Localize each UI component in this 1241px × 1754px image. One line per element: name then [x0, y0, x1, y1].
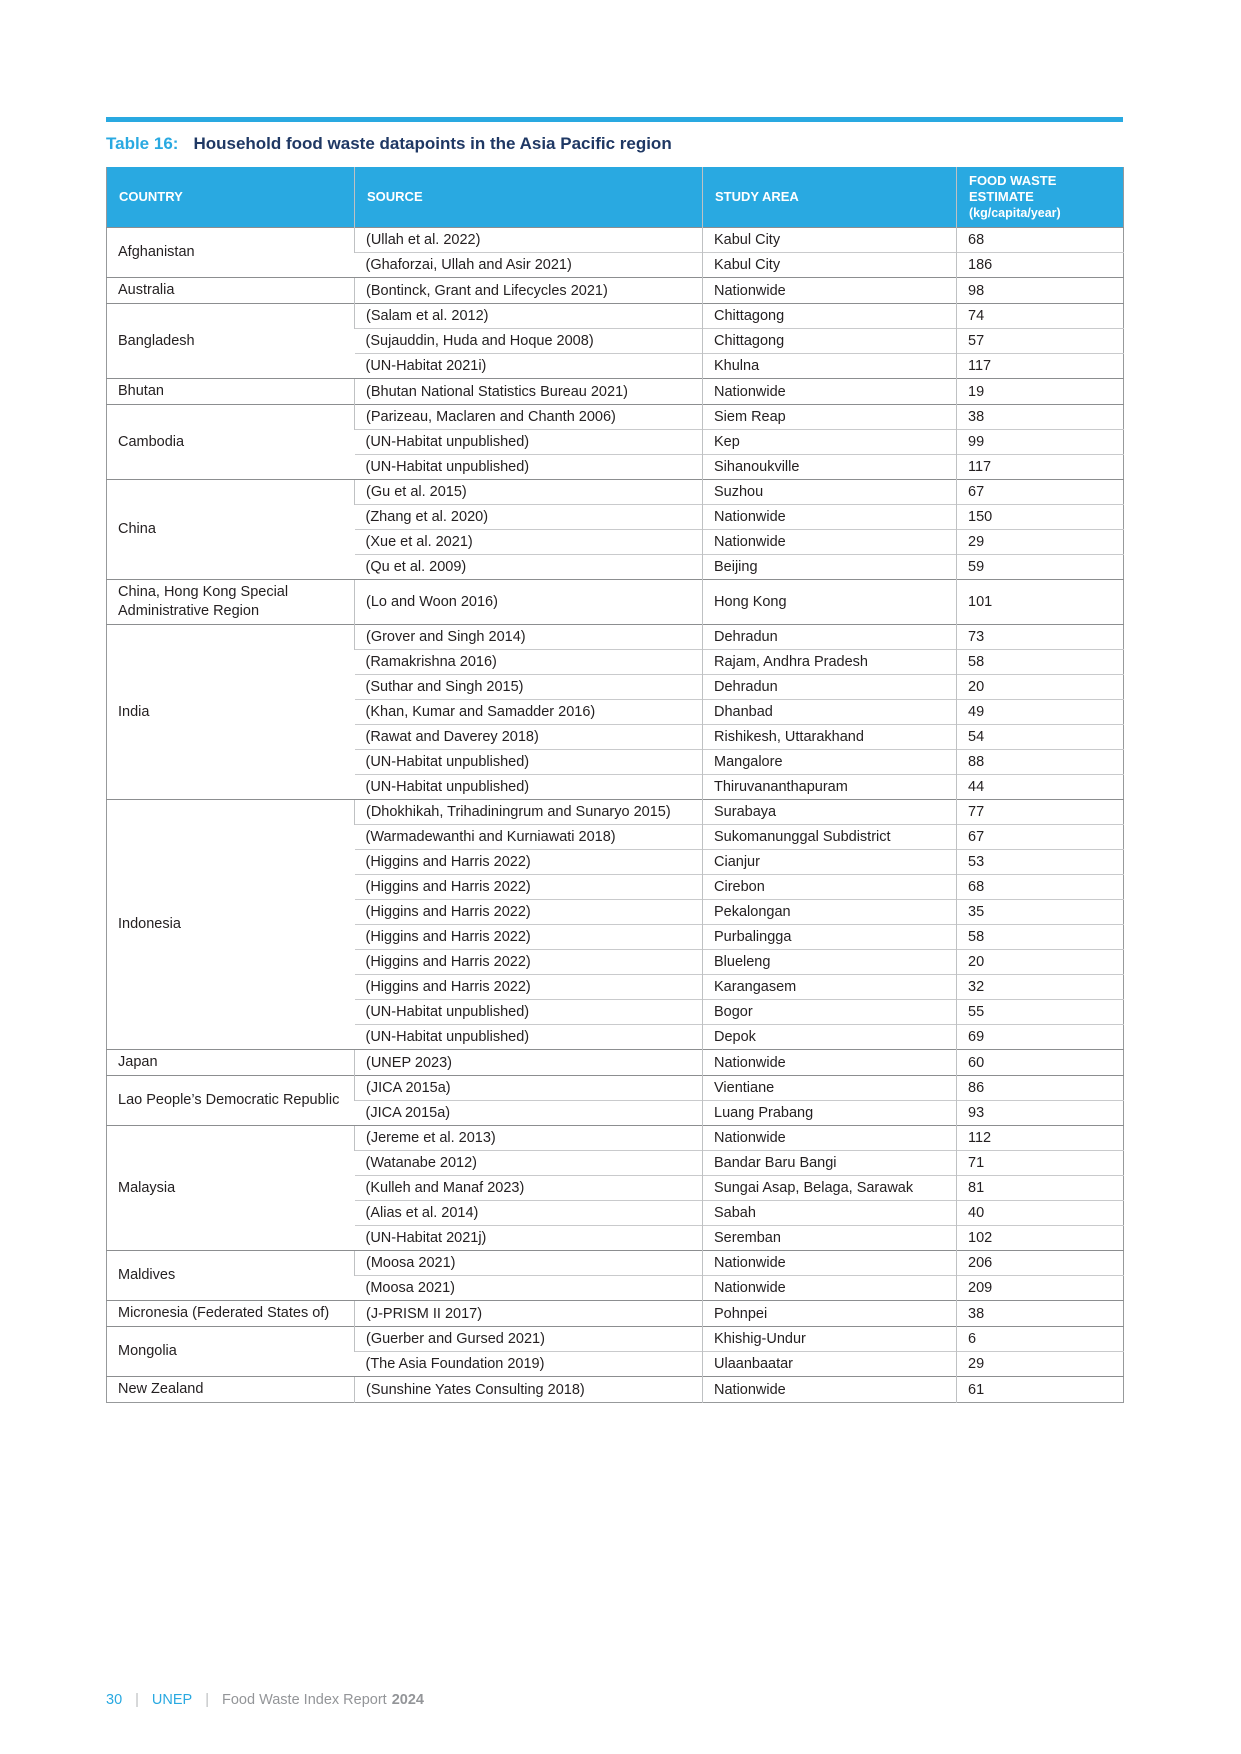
study-area-cell: Pekalongan	[703, 900, 957, 925]
study-area-cell: Nationwide	[703, 278, 957, 304]
estimate-cell: 71	[957, 1151, 1124, 1176]
source-cell: (Xue et al. 2021)	[355, 530, 703, 555]
table-row	[107, 1076, 1124, 1101]
country-cell: Malaysia	[107, 1126, 355, 1251]
footer-separator: |	[135, 1692, 139, 1708]
study-area-cell: Dhanbad	[703, 700, 957, 725]
source-cell: (Guerber and Gursed 2021)	[355, 1327, 703, 1352]
study-area-cell: Beijing	[703, 555, 957, 580]
study-area-cell: Rajam, Andhra Pradesh	[703, 650, 957, 675]
source-cell: (UN-Habitat unpublished)	[355, 750, 703, 775]
estimate-cell: 68	[957, 228, 1124, 253]
source-cell: (Higgins and Harris 2022)	[355, 900, 703, 925]
estimate-cell: 6	[957, 1327, 1124, 1352]
study-area-cell: Khulna	[703, 354, 957, 379]
table-header	[107, 167, 1124, 228]
source-cell: (Bhutan National Statistics Bureau 2021)	[355, 379, 703, 405]
estimate-cell: 86	[957, 1076, 1124, 1101]
estimate-cell: 53	[957, 850, 1124, 875]
report-name-line	[222, 1692, 424, 1708]
source-cell: (UN-Habitat unpublished)	[355, 1025, 703, 1050]
study-area-cell: Cianjur	[703, 850, 957, 875]
source-cell: (Rawat and Daverey 2018)	[355, 725, 703, 750]
estimate-cell: 44	[957, 775, 1124, 800]
source-cell: (Kulleh and Manaf 2023)	[355, 1176, 703, 1201]
section-divider-rule	[106, 117, 1123, 122]
estimate-cell: 88	[957, 750, 1124, 775]
estimate-cell: 101	[957, 580, 1124, 625]
study-area-cell: Suzhou	[703, 480, 957, 505]
estimate-cell: 32	[957, 975, 1124, 1000]
estimate-cell: 20	[957, 950, 1124, 975]
estimate-cell: 58	[957, 650, 1124, 675]
study-area-cell: Depok	[703, 1025, 957, 1050]
country-cell: Bangladesh	[107, 304, 355, 379]
table-row	[107, 1050, 1124, 1076]
study-area-cell: Vientiane	[703, 1076, 957, 1101]
estimate-cell: 102	[957, 1226, 1124, 1251]
study-area-cell: Khishig-Undur	[703, 1327, 957, 1352]
source-cell: (UN-Habitat unpublished)	[355, 1000, 703, 1025]
estimate-cell: 61	[957, 1377, 1124, 1403]
estimate-cell: 19	[957, 379, 1124, 405]
source-cell: (Salam et al. 2012)	[355, 304, 703, 329]
study-area-cell: Hong Kong	[703, 580, 957, 625]
study-area-cell: Nationwide	[703, 505, 957, 530]
country-cell: Mongolia	[107, 1327, 355, 1377]
country-cell: Indonesia	[107, 800, 355, 1050]
source-cell: (Higgins and Harris 2022)	[355, 975, 703, 1000]
table-row	[107, 278, 1124, 304]
estimate-cell: 35	[957, 900, 1124, 925]
source-cell: (Alias et al. 2014)	[355, 1201, 703, 1226]
estimate-cell: 81	[957, 1176, 1124, 1201]
table-row	[107, 405, 1124, 430]
country-cell: Lao People’s Democratic Republic	[107, 1076, 355, 1126]
country-cell: Afghanistan	[107, 228, 355, 278]
table-title-text: Household food waste datapoints in the Asia Pacific region	[193, 134, 672, 153]
estimate-unit-label: (kg/capita/year)	[969, 206, 1061, 220]
study-area-cell: Kabul City	[703, 228, 957, 253]
source-cell: (Sunshine Yates Consulting 2018)	[355, 1377, 703, 1403]
source-cell: (UN-Habitat unpublished)	[355, 430, 703, 455]
table-row	[107, 1251, 1124, 1276]
source-cell: (UN-Habitat unpublished)	[355, 455, 703, 480]
study-area-cell: Karangasem	[703, 975, 957, 1000]
source-cell: (Zhang et al. 2020)	[355, 505, 703, 530]
study-area-cell: Cirebon	[703, 875, 957, 900]
table-row	[107, 580, 1124, 625]
estimate-cell: 60	[957, 1050, 1124, 1076]
study-area-cell: Ulaanbaatar	[703, 1352, 957, 1377]
country-cell: China	[107, 480, 355, 580]
estimate-cell: 209	[957, 1276, 1124, 1301]
country-cell: Cambodia	[107, 405, 355, 480]
study-area-cell: Nationwide	[703, 1276, 957, 1301]
study-area-cell: Luang Prabang	[703, 1101, 957, 1126]
source-cell: (UN-Habitat 2021i)	[355, 354, 703, 379]
estimate-cell: 117	[957, 455, 1124, 480]
country-cell: China, Hong Kong Special Administrative Region	[107, 580, 355, 625]
study-area-cell: Chittagong	[703, 329, 957, 354]
table-body	[107, 228, 1124, 1403]
estimate-cell: 112	[957, 1126, 1124, 1151]
column-header-estimate	[957, 167, 1124, 228]
estimate-cell: 77	[957, 800, 1124, 825]
source-cell: (UN-Habitat unpublished)	[355, 775, 703, 800]
study-area-cell: Blueleng	[703, 950, 957, 975]
source-cell: (Ullah et al. 2022)	[355, 228, 703, 253]
table-row	[107, 800, 1124, 825]
footer-separator: |	[205, 1692, 209, 1708]
source-cell: (Higgins and Harris 2022)	[355, 950, 703, 975]
estimate-cell: 67	[957, 825, 1124, 850]
study-area-cell: Seremban	[703, 1226, 957, 1251]
table-row	[107, 1126, 1124, 1151]
report-title: Food Waste Index Report	[222, 1692, 387, 1708]
estimate-cell: 49	[957, 700, 1124, 725]
source-cell: (JICA 2015a)	[355, 1101, 703, 1126]
page-footer	[106, 1692, 424, 1708]
source-cell: (Jereme et al. 2013)	[355, 1126, 703, 1151]
estimate-cell: 73	[957, 625, 1124, 650]
source-cell: (Moosa 2021)	[355, 1251, 703, 1276]
study-area-cell: Sihanoukville	[703, 455, 957, 480]
table-row	[107, 480, 1124, 505]
study-area-cell: Mangalore	[703, 750, 957, 775]
source-cell: (Parizeau, Maclaren and Chanth 2006)	[355, 405, 703, 430]
table-caption	[106, 134, 1123, 154]
study-area-cell: Dehradun	[703, 625, 957, 650]
study-area-cell: Nationwide	[703, 379, 957, 405]
estimate-cell: 99	[957, 430, 1124, 455]
page-number: 30	[106, 1692, 123, 1708]
study-area-cell: Dehradun	[703, 675, 957, 700]
country-cell: Micronesia (Federated States of)	[107, 1301, 355, 1327]
source-cell: (Ghaforzai, Ullah and Asir 2021)	[355, 253, 703, 278]
estimate-cell: 54	[957, 725, 1124, 750]
estimate-cell: 98	[957, 278, 1124, 304]
estimate-cell: 59	[957, 555, 1124, 580]
column-header-source: SOURCE	[355, 167, 703, 228]
study-area-cell: Sabah	[703, 1201, 957, 1226]
estimate-cell: 40	[957, 1201, 1124, 1226]
estimate-cell: 58	[957, 925, 1124, 950]
estimate-cell: 67	[957, 480, 1124, 505]
study-area-cell: Nationwide	[703, 1126, 957, 1151]
country-cell: Japan	[107, 1050, 355, 1076]
study-area-cell: Pohnpei	[703, 1301, 957, 1327]
study-area-cell: Rishikesh, Uttarakhand	[703, 725, 957, 750]
page-content	[106, 117, 1123, 1403]
food-waste-table	[106, 167, 1124, 1403]
source-cell: (Moosa 2021)	[355, 1276, 703, 1301]
study-area-cell: Nationwide	[703, 1251, 957, 1276]
country-cell: India	[107, 625, 355, 800]
study-area-cell: Nationwide	[703, 1050, 957, 1076]
study-area-cell: Surabaya	[703, 800, 957, 825]
source-cell: (Qu et al. 2009)	[355, 555, 703, 580]
table-row	[107, 228, 1124, 253]
study-area-cell: Sungai Asap, Belaga, Sarawak	[703, 1176, 957, 1201]
table-number-label: Table 16:	[106, 134, 179, 153]
source-cell: (Warmadewanthi and Kurniawati 2018)	[355, 825, 703, 850]
study-area-cell: Kep	[703, 430, 957, 455]
estimate-cell: 38	[957, 405, 1124, 430]
estimate-cell: 55	[957, 1000, 1124, 1025]
source-cell: (Watanabe 2012)	[355, 1151, 703, 1176]
estimate-cell: 57	[957, 329, 1124, 354]
source-cell: (Higgins and Harris 2022)	[355, 925, 703, 950]
study-area-cell: Siem Reap	[703, 405, 957, 430]
table-row	[107, 1301, 1124, 1327]
report-year: 2024	[391, 1692, 424, 1708]
source-cell: (Suthar and Singh 2015)	[355, 675, 703, 700]
estimate-cell: 68	[957, 875, 1124, 900]
source-cell: (Sujauddin, Huda and Hoque 2008)	[355, 329, 703, 354]
estimate-cell: 69	[957, 1025, 1124, 1050]
table-row	[107, 304, 1124, 329]
source-cell: (The Asia Foundation 2019)	[355, 1352, 703, 1377]
source-cell: (Higgins and Harris 2022)	[355, 875, 703, 900]
estimate-cell: 38	[957, 1301, 1124, 1327]
estimate-cell: 117	[957, 354, 1124, 379]
source-cell: (Bontinck, Grant and Lifecycles 2021)	[355, 278, 703, 304]
source-cell: (Ramakrishna 2016)	[355, 650, 703, 675]
study-area-cell: Bandar Baru Bangi	[703, 1151, 957, 1176]
estimate-cell: 74	[957, 304, 1124, 329]
table-row	[107, 1377, 1124, 1403]
source-cell: (JICA 2015a)	[355, 1076, 703, 1101]
estimate-cell: 93	[957, 1101, 1124, 1126]
source-cell: (Dhokhikah, Trihadiningrum and Sunaryo 2015)	[355, 800, 703, 825]
country-cell: New Zealand	[107, 1377, 355, 1403]
study-area-cell: Purbalingga	[703, 925, 957, 950]
source-cell: (UNEP 2023)	[355, 1050, 703, 1076]
source-cell: (Khan, Kumar and Samadder 2016)	[355, 700, 703, 725]
study-area-cell: Nationwide	[703, 530, 957, 555]
study-area-cell: Kabul City	[703, 253, 957, 278]
study-area-cell: Nationwide	[703, 1377, 957, 1403]
study-area-cell: Thiruvananthapuram	[703, 775, 957, 800]
source-cell: (Higgins and Harris 2022)	[355, 850, 703, 875]
source-cell: (Lo and Woon 2016)	[355, 580, 703, 625]
estimate-cell: 29	[957, 530, 1124, 555]
column-header-study-area: STUDY AREA	[703, 167, 957, 228]
estimate-cell: 150	[957, 505, 1124, 530]
header-row	[107, 167, 1124, 228]
study-area-cell: Sukomanunggal Subdistrict	[703, 825, 957, 850]
country-cell: Maldives	[107, 1251, 355, 1301]
estimate-cell: 20	[957, 675, 1124, 700]
estimate-header-label: FOOD WASTE ESTIMATE	[969, 173, 1057, 204]
estimate-cell: 29	[957, 1352, 1124, 1377]
source-cell: (Gu et al. 2015)	[355, 480, 703, 505]
column-header-country: COUNTRY	[107, 167, 355, 228]
org-name: UNEP	[151, 1692, 193, 1708]
country-cell: Australia	[107, 278, 355, 304]
country-cell: Bhutan	[107, 379, 355, 405]
table-row	[107, 379, 1124, 405]
study-area-cell: Chittagong	[703, 304, 957, 329]
estimate-cell: 206	[957, 1251, 1124, 1276]
study-area-cell: Bogor	[703, 1000, 957, 1025]
estimate-cell: 186	[957, 253, 1124, 278]
source-cell: (Grover and Singh 2014)	[355, 625, 703, 650]
source-cell: (J-PRISM II 2017)	[355, 1301, 703, 1327]
table-row	[107, 625, 1124, 650]
source-cell: (UN-Habitat 2021j)	[355, 1226, 703, 1251]
table-row	[107, 1327, 1124, 1352]
